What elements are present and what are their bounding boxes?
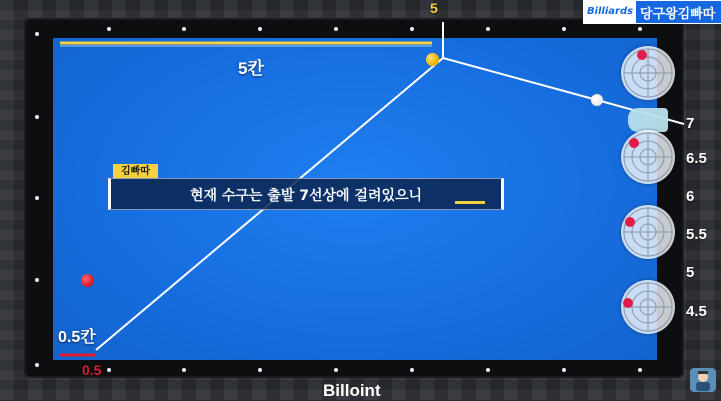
watermark: Billoint [323, 381, 381, 400]
right-rail-number: 7 [686, 115, 695, 132]
caption-box [108, 178, 504, 210]
caption-speaker-tag: 김빠따 [113, 164, 158, 179]
right-rail-number: 4.5 [686, 303, 707, 320]
caption-underline [455, 201, 485, 204]
aim-target-icon [621, 46, 675, 100]
yellow-cue-ball [426, 53, 439, 66]
aim-target-icon [621, 130, 675, 184]
right-rail-number: 5.5 [686, 226, 707, 243]
top-rail-number: 5 [430, 0, 438, 16]
aim-target-icon [621, 205, 675, 259]
cue-path-line [443, 58, 597, 100]
bottom-rail-marker: 0.5 [82, 362, 102, 378]
right-rail-number: 5 [686, 264, 695, 281]
red-object-ball [81, 274, 94, 287]
right-rail-number: 6 [686, 188, 695, 205]
white-ball [591, 94, 603, 106]
aim-target-icon [621, 280, 675, 334]
logo-badge: Billiards [584, 1, 636, 23]
player-hand-glove [628, 108, 668, 132]
bottom-distance-label: 0.5칸 [58, 329, 96, 346]
character-avatar-icon [690, 368, 716, 392]
right-rail-number: 6.5 [686, 150, 707, 167]
channel-name: 당구왕김빠따 [640, 7, 716, 22]
caption-text: 현재 수구는 출발 7선상에 걸려있으니 [189, 188, 423, 204]
channel-logo [583, 0, 721, 24]
top-distance-label: 5칸 [238, 59, 264, 78]
